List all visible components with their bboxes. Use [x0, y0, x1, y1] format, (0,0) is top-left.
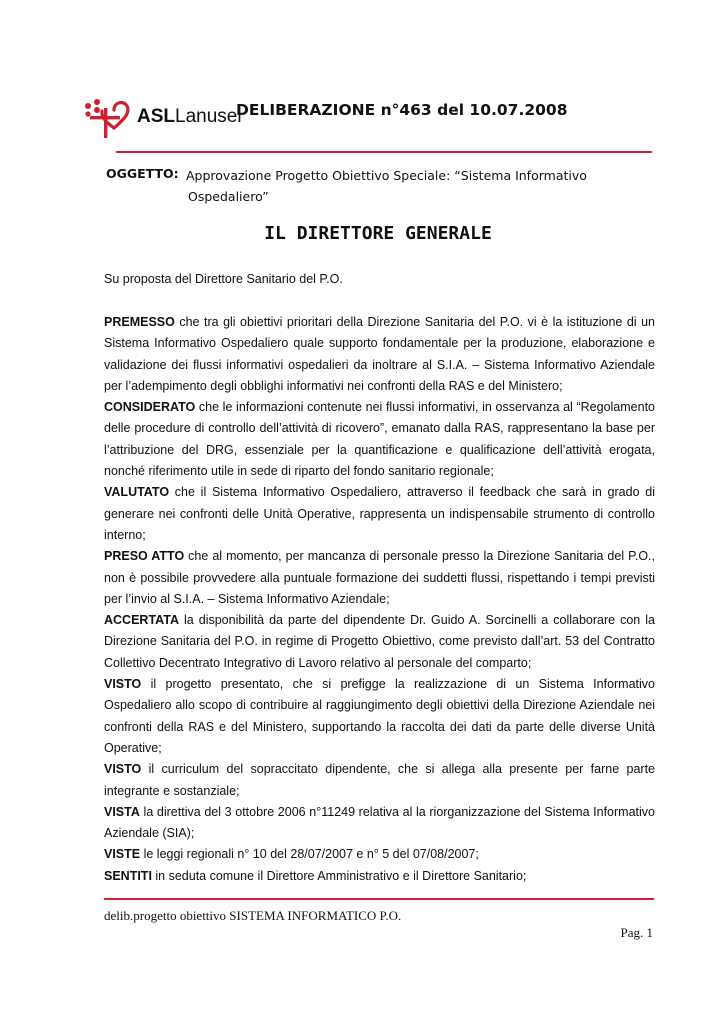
paragraph — [104, 866, 655, 887]
paragraph-keyword: ACCERTATA — [104, 613, 179, 628]
footer-filename: delib.progetto obiettivo SISTEMA INFORMATICO P.O. — [104, 908, 402, 923]
paragraph-text: la direttiva del 3 ottobre 2006 n°11249 relativa al la riorganizzazione del Sistema Informativo Aziendale (SIA); — [104, 804, 655, 841]
paragraph-keyword: PREMESSO — [104, 315, 175, 329]
page-number: Pag. 1 — [620, 925, 653, 940]
paragraph-keyword: VISTO — [104, 762, 142, 777]
paragraph-text: la disponibilità da parte del dipendente Dr. Guido A. Sorcinelli a collaborare con la Direzione Sanitaria del P.O. in regime di Progetto Obiettivo, come previsto dall’art. 53 del Contratto Collettivo Decentrato Integrativo di Lavoro relativo al personale del comparto; — [104, 613, 655, 670]
logo-place: Lanusei — [175, 106, 242, 127]
paragraph — [104, 759, 655, 802]
oggetto-text: Approvazione Progetto Obiettivo Speciale: “Sistema Informativo Ospedaliero” — [186, 168, 587, 204]
paragraph — [104, 312, 655, 397]
paragraph-text: il progetto presentato, che si prefigge la realizzazione di un Sistema Informativo Ospedaliero allo scopo di contribuire al raggiungimento degli obiettivi della Direzione Aziendale nei confronti della RAS e del Ministero, supportando la raccolta dei dati da parte delle diverse Unità Operative; — [104, 677, 655, 755]
paragraph-keyword: VISTE — [104, 847, 141, 862]
paragraph-text: che le informazioni contenute nei flussi informativi, in osservanza al “Regolamento delle procedure di controllo dell’attività di ricovero”, emanato dalla RAS, rappresentano la base per l’attribuzione del DRG, essenziale per la quantificazione e qualificazione dell’attività erogata, nonché riferimento utile in sede di riparto del fondo sanitario regionale; — [104, 400, 655, 479]
asl-logo-icon — [84, 96, 136, 140]
paragraph-text: le leggi regionali n° 10 del 28/07/2007 e n° 5 del 07/08/2007; — [140, 847, 479, 862]
paragraph — [104, 674, 655, 759]
document-body — [104, 312, 655, 887]
paragraph-text: il curriculum del sopraccitato dipendente, che si allega alla presente per farne parte integrante e sostanziale; — [104, 762, 655, 798]
oggetto-label: OGGETTO: — [106, 166, 179, 181]
paragraph — [104, 610, 655, 674]
paragraph — [104, 397, 655, 482]
header-divider — [116, 151, 652, 153]
paragraph-text: che tra gli obiettivi prioritari della Direzione Sanitaria del P.O. vi è la istituzione di un Sistema Informativo Ospedaliero quale supporto fondamentale per la produzione, elaborazione e validazione dei flussi informativi ospedalieri da inoltrare al S.I.A. – Sistema Informativo Aziendale per l’adempimento degli obblighi informativi nei confronti della RAS e del Ministero; — [104, 315, 655, 393]
logo-asl: ASL — [137, 106, 175, 127]
logo-text — [137, 106, 242, 128]
section-heading: IL DIRETTORE GENERALE — [264, 223, 492, 244]
paragraph-keyword: CONSIDERATO — [104, 400, 196, 415]
paragraph — [104, 546, 655, 610]
paragraph-text: che al momento, per mancanza di personale presso la Direzione Sanitaria del P.O., non è possibile provvedere alla puntuale formazione dei suddetti flussi, rispettando i tempi previsti per l’invio al S.I.A. – Sistema Informativo Aziendale; — [104, 549, 655, 606]
paragraph-keyword: VISTA — [104, 804, 140, 819]
paragraph — [104, 844, 655, 865]
paragraph-keyword: VISTO — [104, 677, 142, 692]
proposta-line: Su proposta del Direttore Sanitario del P.O. — [104, 272, 343, 286]
paragraph-keyword: PRESO ATTO — [104, 549, 185, 564]
paragraph-text: in seduta comune il Direttore Amministrativo e il Direttore Sanitario; — [151, 868, 527, 883]
document-title: DELIBERAZIONE n°463 del 10.07.2008 — [236, 101, 568, 119]
footer-divider — [104, 898, 654, 900]
paragraph-keyword: VALUTATO — [104, 485, 170, 500]
paragraph-keyword: SENTITI — [104, 868, 152, 883]
paragraph — [104, 802, 655, 845]
paragraph — [104, 482, 655, 546]
paragraph-text: che il Sistema Informativo Ospedaliero, attraverso il feedback che sarà in grado di generare nei confronti delle Unità Operative, rappresenta un indispensabile strumento di controllo interno; — [104, 485, 655, 542]
